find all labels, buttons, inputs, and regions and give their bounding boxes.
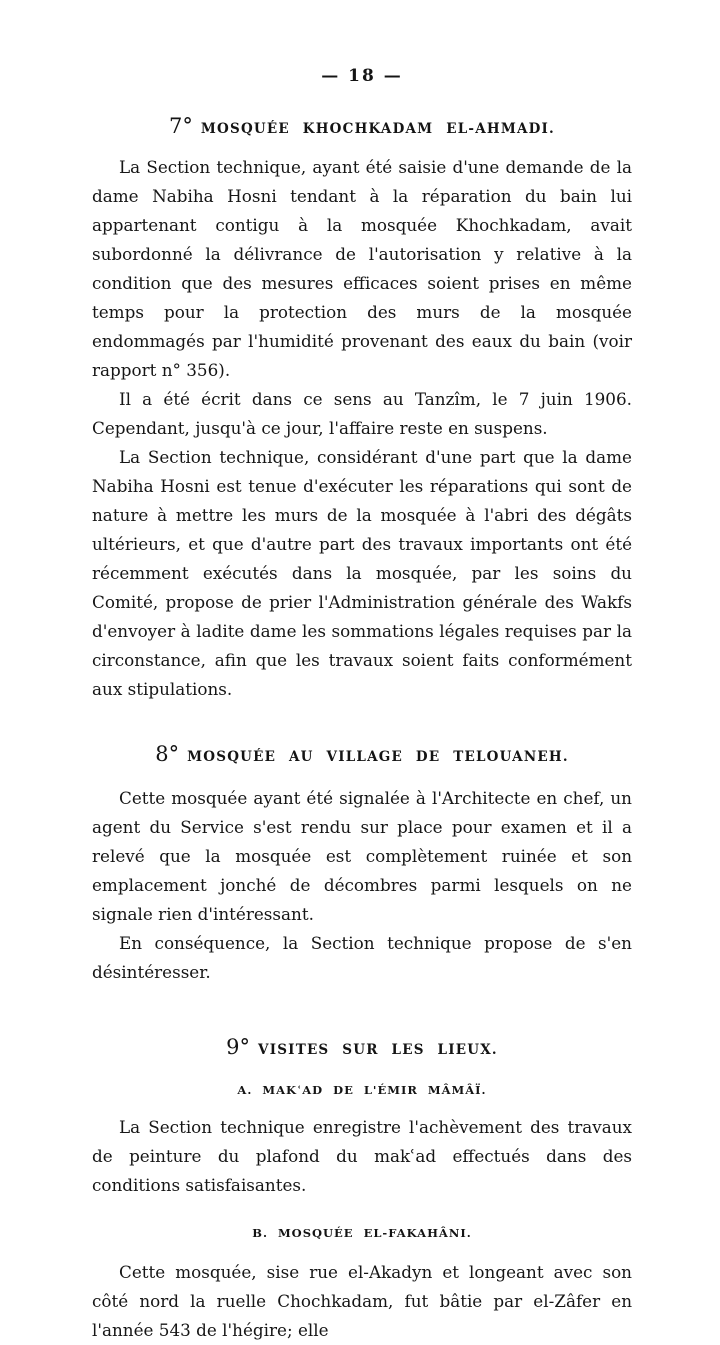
- paragraph: En conséquence, la Section technique propose de s'en désintéresser.: [92, 933, 632, 982]
- paragraph: La Section technique, considérant d'une part que la dame Nabiha Hosni est tenue d'exécuter les réparations qui sont de nature à mettre les murs de la mosquée à l'abri des dégâts ultérieurs, et que d'autre part des travaux importants ont été récemment exécutés dans la mosquée, par les soins du Comité, propose de prier l'Administration générale des Wakfs d'envoyer à ladite dame les sommations légales requises par la circonstance, afin que les travaux soient faits conformément aux stipulations.: [92, 447, 632, 699]
- section-7-heading: [92, 114, 632, 138]
- page-number: — 18 —: [321, 66, 403, 86]
- section-8-title: MOSQUÉE AU VILLAGE DE TELOUANEH.: [187, 749, 569, 765]
- subsection-a-heading: A. MAKʿAD DE L'ÉMIR MÂMÂÏ.: [237, 1083, 487, 1097]
- section-8-heading: [92, 742, 632, 766]
- paragraph: La Section technique enregistre l'achèvement des travaux de peinture du plafond du makʿad effectués dans des conditions satisfaisantes.: [92, 1117, 632, 1195]
- section-7-title: MOSQUÉE KHOCHKADAM EL-AHMADI.: [200, 121, 555, 137]
- paragraph: La Section technique, ayant été saisie d'une demande de la dame Nabiha Hosni tendant à la réparation du bain lui appartenant contigu à la mosquée Khochkadam, avait subordonné la délivrance de l'autorisation y relative à la condition que des mesures efficaces soient prises en même temps pour la protection des murs de la mosquée endommagés par l'humidité provenant des eaux du bain (voir rapport n° 356).: [92, 157, 632, 380]
- section-9-number: 9°: [226, 1035, 251, 1059]
- section-8-number: 8°: [155, 742, 180, 766]
- section-7-number: 7°: [169, 114, 193, 138]
- section-9-heading: [92, 1035, 632, 1059]
- section-9-title: VISITES SUR LES LIEUX.: [258, 1042, 498, 1058]
- paragraph: Cette mosquée ayant été signalée à l'Architecte en chef, un agent du Service s'est rendu sur place pour examen et il a relevé que la mosquée est complètement ruinée et son emplacement jonché de décombres parmi lesquels on ne signale rien d'intéressant.: [92, 788, 632, 924]
- paragraph: Il a été écrit dans ce sens au Tanzîm, le 7 juin 1906. Cependant, jusqu'à ce jour, l'affaire reste en suspens.: [92, 389, 632, 438]
- paragraph: Cette mosquée, sise rue el-Akadyn et longeant avec son côté nord la ruelle Chochkadam, fut bâtie par el-Zâfer en l'année 543 de l'hégire; elle: [92, 1262, 632, 1340]
- subsection-b-heading: B. MOSQUÉE EL-FAKAHÂNI.: [252, 1226, 472, 1240]
